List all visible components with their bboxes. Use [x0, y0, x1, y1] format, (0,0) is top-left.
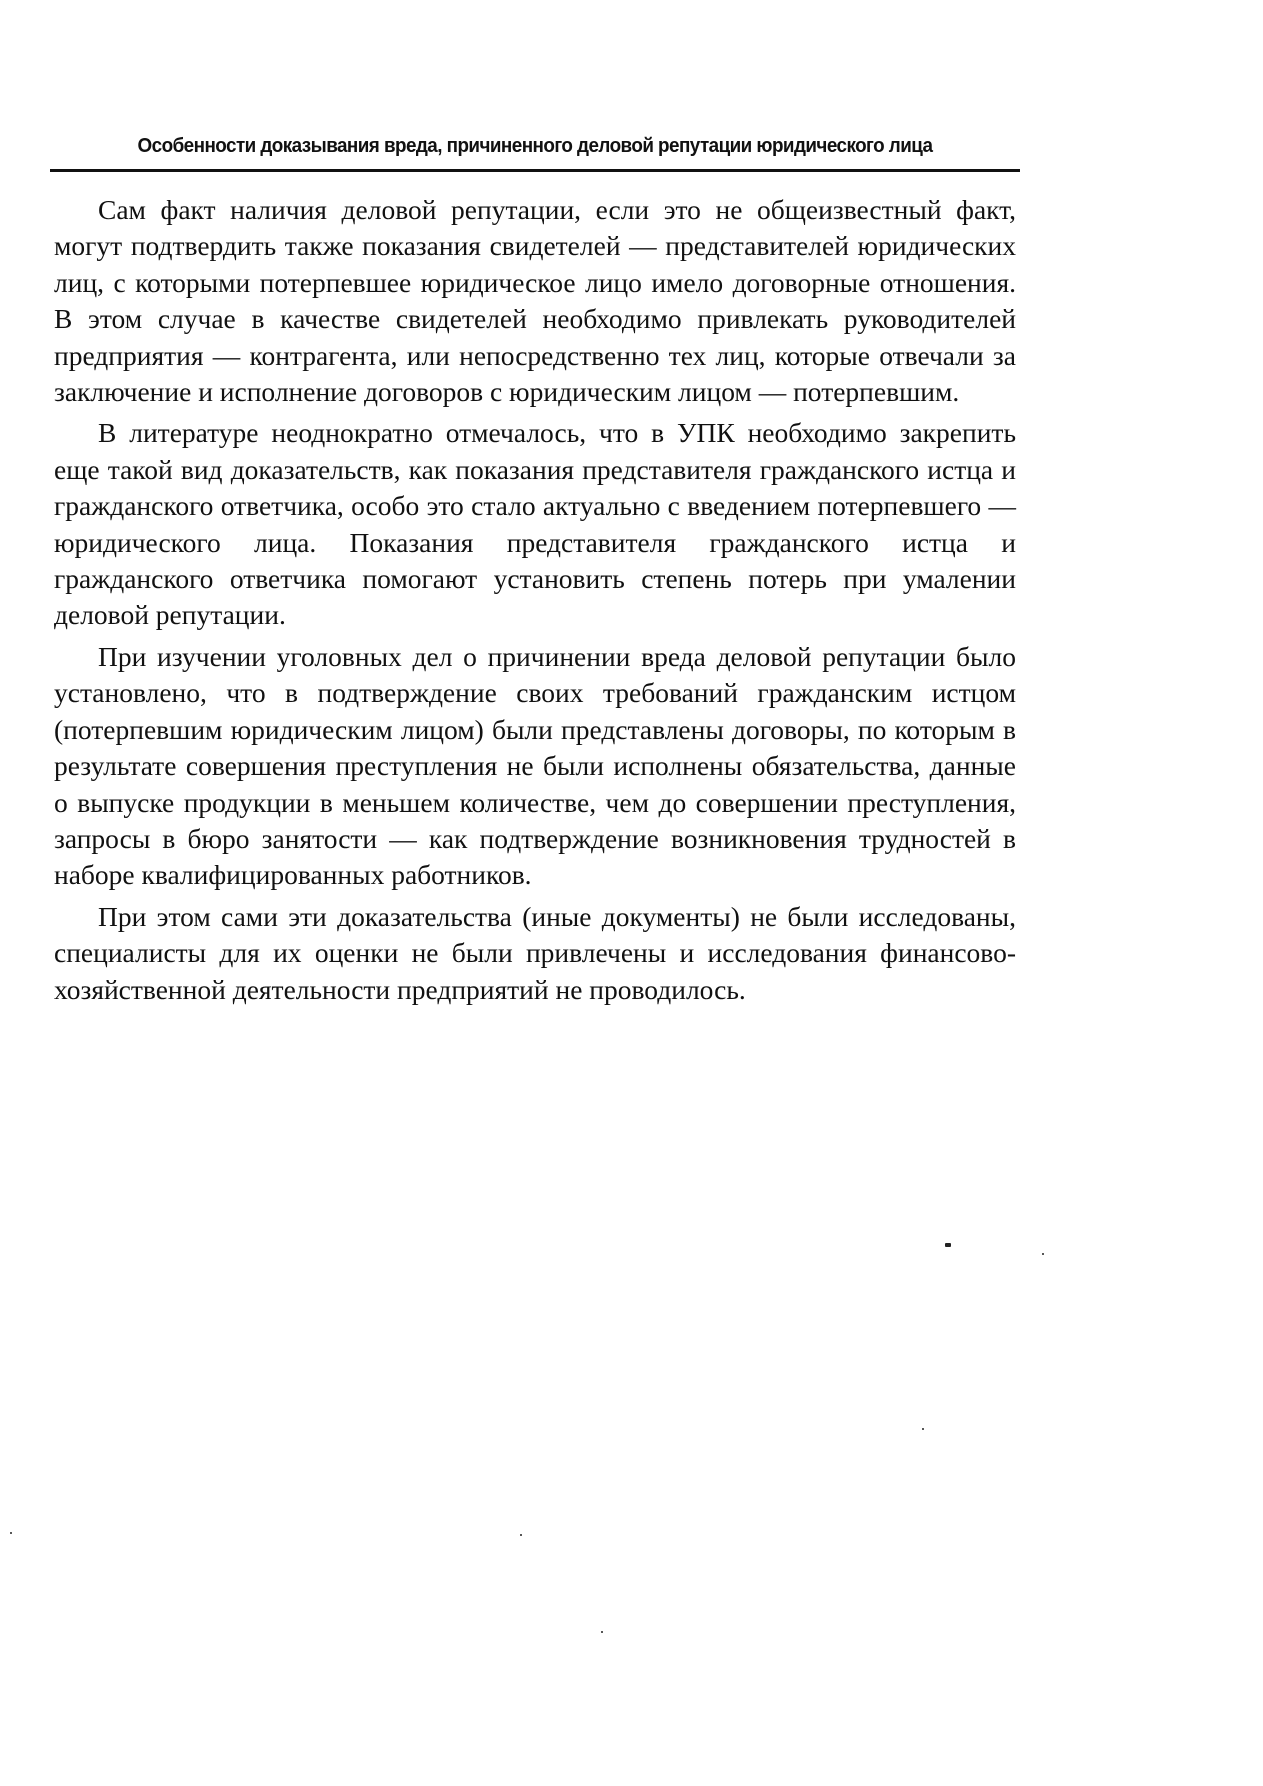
paragraph: В литературе неоднократно отмечалось, что в УПК необходимо закрепить еще такой вид доказательств, как показания представителя гражданского истца и гражданского ответчика, особо это стало актуально с введением потерпевшего — юридического лица. Показания представителя гражданского истца и гражданского ответчика помогают установить степень потерь при умалении деловой репутации. — [54, 417, 1016, 631]
paragraph: При этом сами эти доказательства (иные документы) не были исследованы, специалисты для их оценки не были привлечены и исследования финансово-хозяйственной деятельности предприятий не проводилось. — [54, 900, 1016, 1005]
scan-speck — [922, 1428, 924, 1430]
paragraph: При изучении уголовных дел о причинении вреда деловой репутации было установлено, что в подтверждение своих требований гражданским истцом (потерпевшим юридическим лицом) были представлены договоры, по которым в результате совершения преступления не были исполнены обязательства, данные о выпуске продукции в меньшем количестве, чем до совершении преступления, запросы в бюро занятости — как подтверждение возникновения трудностей в наборе квалифицированных работников. — [54, 640, 1016, 891]
scan-speck — [1042, 1253, 1044, 1255]
scan-speck — [10, 1532, 12, 1534]
header-rule — [50, 169, 1020, 172]
running-header: Особенности доказывания вреда, причиненного деловой репутации юридического лица — [137, 134, 933, 157]
scan-speck — [520, 1534, 522, 1536]
body-text — [54, 192, 1016, 1013]
paragraph: Сам факт наличия деловой репутации, если это не общеизвестный факт, могут подтвердить также показания свидетелей — представителей юридических лиц, с которыми потерпевшее юридическое лицо имело договорные отношения. В этом случае в качестве свидетелей необходимо привлекать руководителей предприятия — контрагента, или непосредственно тех лиц, которые отвечали за заключение и исполнение договоров с юридическим лицом — потерпевшим. — [54, 194, 1016, 408]
scan-speck — [601, 1631, 603, 1633]
scan-speck — [945, 1243, 951, 1247]
